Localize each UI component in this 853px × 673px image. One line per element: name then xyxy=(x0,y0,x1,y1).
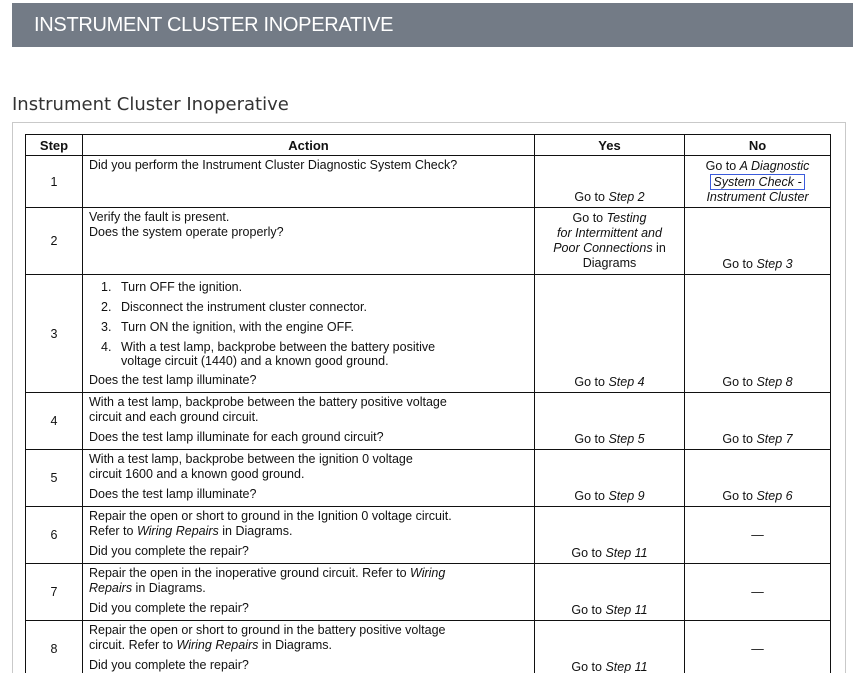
no-result: — xyxy=(751,528,764,542)
action-text: circuit and each ground circuit. xyxy=(89,410,259,424)
action-text: Repair the open or short to ground in the battery positive voltage xyxy=(89,623,446,637)
page-banner-title: INSTRUMENT CLUSTER INOPERATIVE xyxy=(34,14,394,36)
yes-cell xyxy=(535,208,685,275)
action-text: Repairs in Diagrams. xyxy=(89,581,206,595)
table-row xyxy=(26,564,831,621)
yes-result: Go to Step 11 xyxy=(571,660,648,673)
step-number: 6 xyxy=(26,507,83,564)
list-item: 4. With a test lamp, backprobe between the battery positive voltage circuit (1440) and a known good ground. xyxy=(101,340,436,368)
col-header-step: Step xyxy=(26,135,83,156)
no-cell xyxy=(685,621,831,673)
yes-result: Go to Step 2 xyxy=(574,190,645,204)
step-number: 4 xyxy=(26,393,83,450)
diagnostic-system-check-link[interactable]: A Diagnostic xyxy=(739,159,810,173)
action-cell xyxy=(83,564,535,621)
instrument-cluster-link[interactable]: Instrument Cluster xyxy=(706,190,809,204)
yes-result: Go to Step 11 xyxy=(571,603,648,617)
yes-result: Go to Testing for Intermittent and Poor Connections in Diagrams xyxy=(553,211,666,270)
yes-cell xyxy=(535,564,685,621)
list-item: 2. Disconnect the instrument cluster connector. xyxy=(101,300,367,314)
action-question: Does the test lamp illuminate for each ground circuit? xyxy=(89,430,384,444)
wiring-repairs-link[interactable]: Wiring Repairs xyxy=(136,524,219,538)
action-text: Verify the fault is present. xyxy=(89,210,230,224)
page-banner xyxy=(12,3,853,47)
action-text: circuit 1600 and a known good ground. xyxy=(89,467,305,481)
no-result: Go to Step 8 xyxy=(722,375,793,389)
list-item: 3. Turn ON the ignition, with the engine OFF. xyxy=(101,320,354,334)
table-row xyxy=(26,621,831,673)
no-result: — xyxy=(751,642,764,656)
no-cell xyxy=(685,393,831,450)
no-result: Go to A Diagnostic System Check - Instrument Cluster xyxy=(705,159,810,204)
table-row xyxy=(26,275,831,393)
action-cell xyxy=(83,621,535,673)
wiring-repairs-link[interactable]: Wiring xyxy=(410,566,446,580)
yes-result: Go to Step 4 xyxy=(574,375,645,389)
no-cell xyxy=(685,564,831,621)
page-title: Instrument Cluster Inoperative xyxy=(12,94,289,115)
list-item: 1. Turn OFF the ignition. xyxy=(101,280,243,294)
action-cell xyxy=(83,450,535,507)
step-number: 1 xyxy=(26,156,83,208)
table-header-row xyxy=(26,135,831,156)
table-row xyxy=(26,507,831,564)
no-cell xyxy=(685,208,831,275)
step-number: 2 xyxy=(26,208,83,275)
no-cell xyxy=(685,156,831,208)
table-row xyxy=(26,156,831,208)
action-text: Repair the open in the inoperative ground circuit. Refer to Wiring xyxy=(89,566,446,580)
step-number: 3 xyxy=(26,275,83,393)
step-number: 5 xyxy=(26,450,83,507)
no-result: Go to Step 7 xyxy=(722,432,793,446)
yes-result: Go to Step 5 xyxy=(574,432,645,446)
testing-link[interactable]: Testing xyxy=(606,211,647,225)
no-cell xyxy=(685,507,831,564)
diagnostic-system-check-link-selected[interactable]: System Check - xyxy=(710,174,804,190)
action-cell xyxy=(83,275,535,393)
action-text: With a test lamp, backprobe between the battery positive voltage xyxy=(89,395,447,409)
wiring-repairs-link[interactable]: Wiring Repairs xyxy=(176,638,259,652)
action-question: Did you complete the repair? xyxy=(89,544,249,558)
action-text: Refer to Wiring Repairs in Diagrams. xyxy=(89,524,293,538)
yes-result: Go to Step 9 xyxy=(574,489,645,503)
diagnostic-table xyxy=(25,134,831,673)
no-result: Go to Step 3 xyxy=(722,257,793,271)
yes-result: Go to Step 11 xyxy=(571,546,648,560)
no-cell xyxy=(685,450,831,507)
action-question: Does the system operate properly? xyxy=(89,225,284,239)
table-row xyxy=(26,450,831,507)
step-number: 7 xyxy=(26,564,83,621)
action-steps-list xyxy=(89,280,528,368)
no-cell xyxy=(685,275,831,393)
yes-cell xyxy=(535,507,685,564)
action-cell xyxy=(83,208,535,275)
yes-cell xyxy=(535,275,685,393)
action-text: With a test lamp, backprobe between the ignition 0 voltage xyxy=(89,452,413,466)
yes-cell xyxy=(535,156,685,208)
col-header-no: No xyxy=(685,135,831,156)
action-question: Does the test lamp illuminate? xyxy=(89,373,257,387)
table-row xyxy=(26,208,831,275)
action-text: Did you perform the Instrument Cluster Diagnostic System Check? xyxy=(89,158,458,172)
step-number: 8 xyxy=(26,621,83,673)
yes-cell xyxy=(535,450,685,507)
action-cell xyxy=(83,393,535,450)
no-result: Go to Step 6 xyxy=(722,489,793,503)
no-result: — xyxy=(751,585,764,599)
action-text: circuit. Refer to Wiring Repairs in Diagrams. xyxy=(89,638,333,652)
yes-cell xyxy=(535,393,685,450)
diagnostic-table-image xyxy=(12,122,846,673)
yes-cell xyxy=(535,621,685,673)
action-cell xyxy=(83,156,535,208)
col-header-action: Action xyxy=(83,135,535,156)
action-question: Does the test lamp illuminate? xyxy=(89,487,257,501)
action-question: Did you complete the repair? xyxy=(89,658,249,672)
action-text: Repair the open or short to ground in the Ignition 0 voltage circuit. xyxy=(89,509,452,523)
action-cell xyxy=(83,507,535,564)
table-row xyxy=(26,393,831,450)
action-question: Did you complete the repair? xyxy=(89,601,249,615)
col-header-yes: Yes xyxy=(535,135,685,156)
